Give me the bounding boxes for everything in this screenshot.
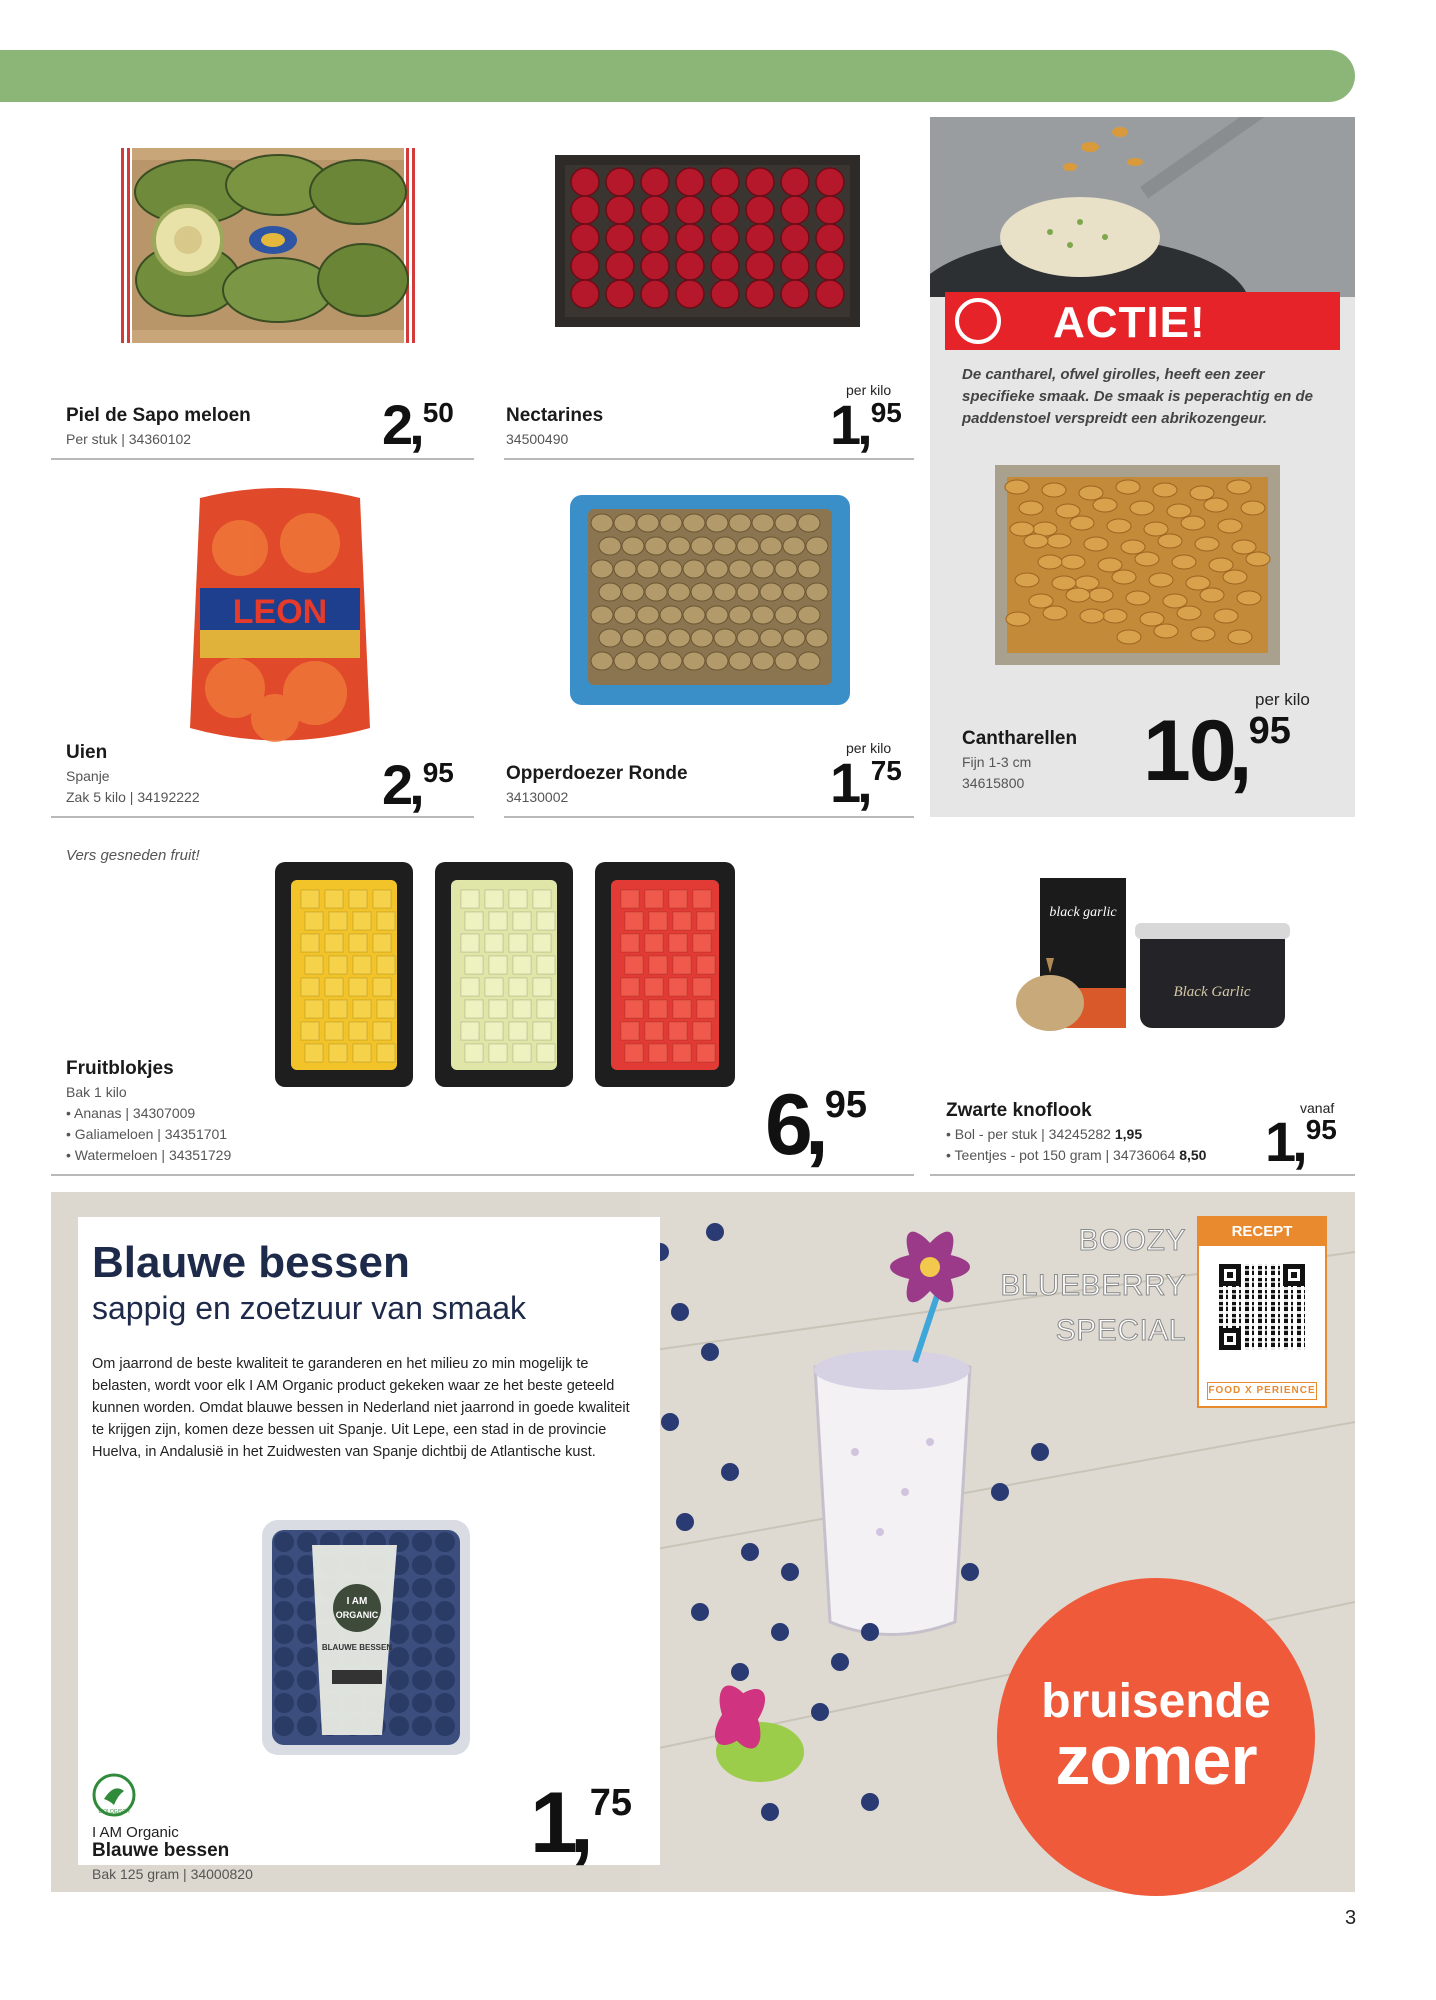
chanterelle-box-image — [995, 465, 1280, 665]
recept-label: RECEPT — [1199, 1218, 1325, 1246]
cantharellen-price: 10,95 — [1143, 703, 1291, 799]
knoflook-teentjes-text: • Teentjes - pot 150 gram | 34736064 — [946, 1147, 1180, 1163]
nectarines-meta: 34500490 — [506, 431, 569, 447]
price-integer: 2 — [382, 753, 414, 816]
nectarines-price: 1,95 — [830, 393, 902, 456]
price-decimals: 95 — [824, 1084, 868, 1126]
opperdoezer-price: 1,75 — [830, 751, 902, 814]
price-integer: 1 — [830, 393, 862, 456]
fruit-meta-galia: • Galiameloen | 34351701 — [66, 1126, 228, 1142]
zomer-text: zomer — [1055, 1721, 1257, 1799]
qr-code-icon[interactable] — [1219, 1264, 1305, 1350]
cantharellen-name: Cantharellen — [962, 728, 1078, 749]
knoflook-meta-bol — [946, 1124, 1142, 1145]
fruit-meta-pack: Bak 1 kilo — [66, 1084, 127, 1100]
chanterelle-dish-photo — [930, 117, 1355, 297]
cantharellen-meta-code: 34615800 — [962, 775, 1025, 791]
knoflook-price: 1,95 — [1265, 1110, 1337, 1173]
bessen-name: Blauwe bessen — [92, 1840, 230, 1861]
onion-bag-image — [180, 478, 380, 758]
actie-label: ACTIE! — [1053, 298, 1206, 347]
pack-label-organic: ORGANIC — [335, 1610, 379, 1620]
meloen-meta: Per stuk | 34360102 — [66, 431, 192, 447]
price-decimals: 95 — [1248, 710, 1291, 752]
knoflook-unit: vanaf — [1300, 1100, 1335, 1116]
fruit-price: 6,95 — [765, 1077, 868, 1173]
uien-meta-origin: Spanje — [66, 768, 110, 784]
boozy-line-3: SPECIAL — [1055, 1314, 1186, 1347]
bessen-price: 1,75 — [530, 1775, 633, 1871]
fruit-meta-watermeloen: • Watermeloen | 34351729 — [66, 1147, 232, 1163]
recipe-qr-card[interactable] — [1197, 1216, 1327, 1408]
opperdoezer-unit: per kilo — [846, 740, 892, 756]
nectarines-crate-image — [555, 150, 860, 332]
meloen-name: Piel de Sapo meloen — [66, 405, 251, 426]
boozy-line-1: BOOZY — [1078, 1224, 1186, 1257]
price-decimals: 95 — [1305, 1114, 1337, 1145]
onion-bag-label: LEON — [232, 593, 328, 631]
page-number: 3 — [1345, 1907, 1357, 1929]
bruisende-text: bruisende — [1041, 1675, 1271, 1728]
row-divider — [51, 458, 474, 460]
knoflook-name: Zwarte knoflook — [946, 1100, 1092, 1121]
price-integer: 10 — [1143, 703, 1235, 799]
uien-name: Uien — [66, 742, 108, 763]
nectarines-unit: per kilo — [846, 382, 892, 398]
cantharellen-meta-size: Fijn 1-3 cm — [962, 754, 1032, 770]
knoflook-teentjes-price: 8,50 — [1179, 1147, 1207, 1163]
actie-banner — [945, 292, 1340, 350]
melon-crate-image — [118, 140, 418, 350]
feature-body: Om jaarrond de beste kwaliteit te garanderen en het milieu zo min mogelijk te belasten, wordt voor elk I AM Organic product gekeken waar ze het beste geteeld kunnen worden. Omdat blauwe bessen in Nederland niet jaarrond in goede kwaliteit te krijgen zijn, komen deze bessen uit Spanje. Uit Lepe, een stad in de provincie Huelva, in Andalusië in het Zuidwesten van Spanje dichtbij de Atlantische kust. — [92, 1356, 630, 1460]
feature-title: Blauwe bessen — [92, 1238, 410, 1287]
knoflook-bol-text: • Bol - per stuk | 34245282 — [946, 1126, 1115, 1142]
pack-label-iam: I AM — [346, 1596, 368, 1607]
price-integer: 1 — [830, 751, 862, 814]
blueberry-pack-image — [262, 1520, 470, 1755]
price-integer: 2 — [382, 393, 414, 456]
price-decimals: 95 — [422, 757, 454, 788]
top-green-bar — [0, 50, 1355, 102]
row-divider — [504, 816, 914, 818]
feature-subtitle: sappig en zoetzuur van smaak — [92, 1290, 527, 1326]
row-divider — [930, 1174, 1355, 1176]
price-integer: 1 — [1265, 1110, 1297, 1173]
nectarines-name: Nectarines — [506, 405, 604, 426]
black-garlic-image — [1000, 878, 1290, 1038]
pack-label-product: BLAUWE BESSEN — [321, 1643, 393, 1652]
row-divider — [504, 458, 914, 460]
actie-description: De cantharel, ofwel girolles, heeft een zeer specifieke smaak. De smaak is peperachtig en de paddenstoel verspreidt een abrikozengeur. — [962, 366, 1314, 427]
uien-meta-pack: Zak 5 kilo | 34192222 — [66, 789, 200, 805]
price-decimals: 75 — [589, 1782, 633, 1824]
garlic-pack-label: black garlic — [1049, 905, 1117, 920]
price-decimals: 95 — [870, 397, 902, 428]
globe-icon — [955, 298, 1001, 344]
fruit-meta-ananas: • Ananas | 34307009 — [66, 1105, 196, 1121]
opperdoezer-name: Opperdoezer Ronde — [506, 763, 688, 784]
opperdoezer-meta: 34130002 — [506, 789, 569, 805]
knoflook-meta-teentjes — [946, 1145, 1206, 1166]
bessen-meta: Bak 125 gram | 34000820 — [92, 1866, 253, 1882]
fruit-name: Fruitblokjes — [66, 1058, 174, 1079]
foodxperience-logo: FOOD X PERIENCE — [1207, 1382, 1317, 1400]
price-integer: 1 — [530, 1775, 576, 1871]
knoflook-bol-price: 1,95 — [1114, 1126, 1143, 1142]
fruit-trays-image — [275, 862, 745, 1092]
boozy-line-2: BLUEBERRY — [1000, 1269, 1186, 1302]
potato-crate-image — [570, 495, 850, 705]
biologisch-logo-icon — [92, 1773, 136, 1817]
row-divider — [51, 816, 474, 818]
cantharellen-unit: per kilo — [1255, 690, 1310, 709]
price-decimals: 50 — [422, 397, 454, 428]
biologisch-label: BIOLOGISCH — [98, 1809, 130, 1815]
meloen-price: 2,50 — [382, 393, 454, 456]
uien-price: 2,95 — [382, 753, 454, 816]
row-divider — [51, 1174, 914, 1176]
garlic-pot-label: Black Garlic — [1173, 984, 1251, 1000]
fruit-tagline: Vers gesneden fruit! — [66, 847, 200, 864]
bessen-brand: I AM Organic — [92, 1824, 179, 1841]
price-decimals: 75 — [870, 755, 902, 786]
bruisende-zomer-badge — [997, 1578, 1315, 1896]
price-integer: 6 — [765, 1077, 811, 1173]
